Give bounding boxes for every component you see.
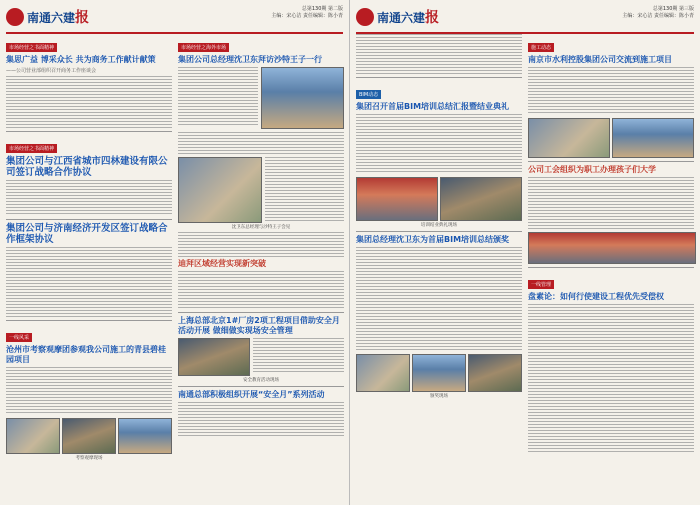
award-photo [412,354,466,392]
article-title: 集思广益 博采众长 共为商务工作献计献策 [6,55,156,64]
masthead-left [6,4,343,34]
article-title: 上海总部北京1#厂房2项工程项目借助安全月活动开展 做细做实现场安全管理 [178,316,340,335]
article-union [528,165,694,264]
article-lien-rights: 一线管理 盘素论：如何行使建设工程优先受偿权 [528,271,694,454]
left-col-2 [178,34,344,438]
article-dubai [178,259,344,309]
article-saudi-visit: 市场经营之海外市场 集团公司总经理沈卫东拜访沙特王子一行 沈卫东总经理与沙特王子会见 [178,34,344,258]
article-shanghai-safety: 上海总部北京1#厂房2项工程项目借助安全月活动开展 做细做实现场安全管理 安全教育活动现场 [178,316,344,383]
safety-photo [178,338,250,376]
article-title: 盘素论：如何行使建设工程优先受偿权 [528,292,664,301]
company-logo-icon [356,8,374,26]
visit-photo [6,418,60,454]
masthead-right [356,4,694,34]
article-jiangxi-agreement: 市场经营之书面精神 集团公司与江西省城市四林建设有限公司签订战略合作协议 [6,135,172,216]
saudi-prince-photo [178,157,262,223]
article-nanjing-visit: 施工动态 南京市水利控股集团公司交流到施工项目 [528,34,694,158]
issue-info: 总第130期 第三版 主编：宋心洁 责任编辑：陈小青 [622,6,694,19]
article-nantong-safety [178,390,344,438]
visit-photo [118,418,172,454]
company-logo-icon [6,8,24,26]
article-business-meeting: 市场经营之书面精神 集思广益 博采众长 共为商务工作献计献策 ——公司营业部组织召开商务工作座谈会 [6,34,172,128]
article-title: 沧州市考察观摩团参观我公司施工的青县碧桂园项目 [6,345,166,364]
paper-logo: 南通六建报 [6,7,89,27]
visit-photo [62,418,116,454]
article-title: 公司工会组织为职工办理孩子们大学 [528,165,656,174]
article-title: 集团公司与江西省城市四林建设有限公司签订战略合作协议 [6,156,168,178]
bim-photo [440,177,522,221]
article-title: 集团召开首届BIM培训总结汇报暨结业典礼 [356,102,510,111]
article-bim-ceremony: BIM动态 集团召开首届BIM培训总结汇报暨结业典礼 培训结业典礼现场 [356,81,522,228]
issue-info: 总第130期 第二版 主编：宋心洁 责任编辑：陈小青 [271,6,343,19]
union-banner-photo [528,232,696,264]
paper-logo: 南通六建报 [356,7,439,27]
award-photo [356,354,410,392]
article-jinan-agreement [6,223,172,317]
nanjing-photo [612,118,694,158]
article-cangzhou-visit: 一线风采 沧州市考察观摩团参观我公司施工的青县碧桂园项目 考察观摩现场 [6,324,172,461]
article-title: 集团总经理沈卫东为首届BIM培训总结颁奖 [356,235,510,244]
saudi-meeting-photo [261,67,345,129]
nanjing-photo [528,118,610,158]
article-bim-award: 集团总经理沈卫东为首届BIM培训总结颁奖 颁奖现场 [356,235,522,399]
bim-photo [356,177,438,221]
left-col-1 [6,34,172,461]
right-col-1 [356,34,522,399]
award-photo [468,354,522,392]
article-title: 集团公司与济南经济开发区签订战略合作框架协议 [6,223,168,245]
article-title: 南通总部积极组织开展“安全月”系列活动 [178,390,325,399]
right-page [350,0,700,505]
article-title: 迪拜区域经营实现新突破 [178,259,266,268]
right-col-2 [528,34,694,454]
article-title: 集团公司总经理沈卫东拜访沙特王子一行 [178,55,322,64]
article-title: 南京市水利控股集团公司交流到施工项目 [528,55,672,64]
